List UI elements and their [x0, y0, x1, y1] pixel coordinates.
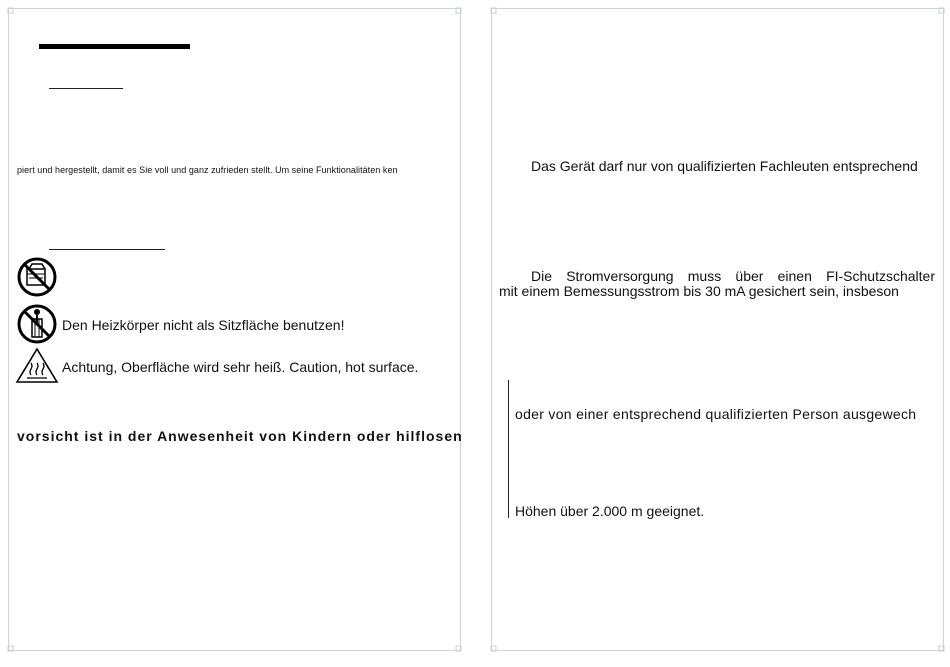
power-supply-line-1: Die Stromversorgung muss über einen FI-Schutzschalter	[531, 268, 935, 284]
margin-line	[508, 380, 509, 518]
corner-mark-icon	[488, 644, 498, 654]
corner-mark-icon	[937, 5, 947, 15]
corner-mark-icon	[5, 644, 15, 654]
replacement-text: oder von einer entsprechend qualifizierten Person ausgewech	[515, 406, 917, 422]
install-text: Das Gerät darf nur von qualifizierten Fachleuten entsprechend	[531, 158, 918, 174]
power-supply-line-2: mit einem Bemessungsstrom bis 30 mA gesichert sein, insbeson	[499, 283, 899, 299]
warning-hot-text: Achtung, Oberfläche wird sehr heiß. Caution, hot surface.	[62, 359, 419, 375]
title-bar	[39, 44, 190, 49]
hot-surface-warning-icon	[15, 347, 59, 390]
right-page	[491, 8, 944, 651]
heading-underline	[49, 88, 123, 89]
heading-underline	[49, 249, 165, 250]
corner-mark-icon	[454, 5, 464, 15]
corner-mark-icon	[5, 5, 15, 15]
warning-sitting-text: Den Heizkörper nicht als Sitzfläche benutzen!	[62, 317, 345, 333]
caution-children-text: vorsicht ist in der Anwesenheit von Kindern oder hilflosen	[17, 428, 463, 444]
intro-text: piert und hergestellt, damit es Sie voll und ganz zufrieden stellt. Um seine Funktionalitäten ken	[17, 165, 398, 175]
no-covering-icon	[16, 256, 58, 303]
no-sitting-icon	[16, 303, 58, 350]
corner-mark-icon	[937, 644, 947, 654]
corner-mark-icon	[454, 644, 464, 654]
left-page	[8, 8, 461, 651]
corner-mark-icon	[488, 5, 498, 15]
altitude-text: Höhen über 2.000 m geeignet.	[515, 503, 705, 519]
